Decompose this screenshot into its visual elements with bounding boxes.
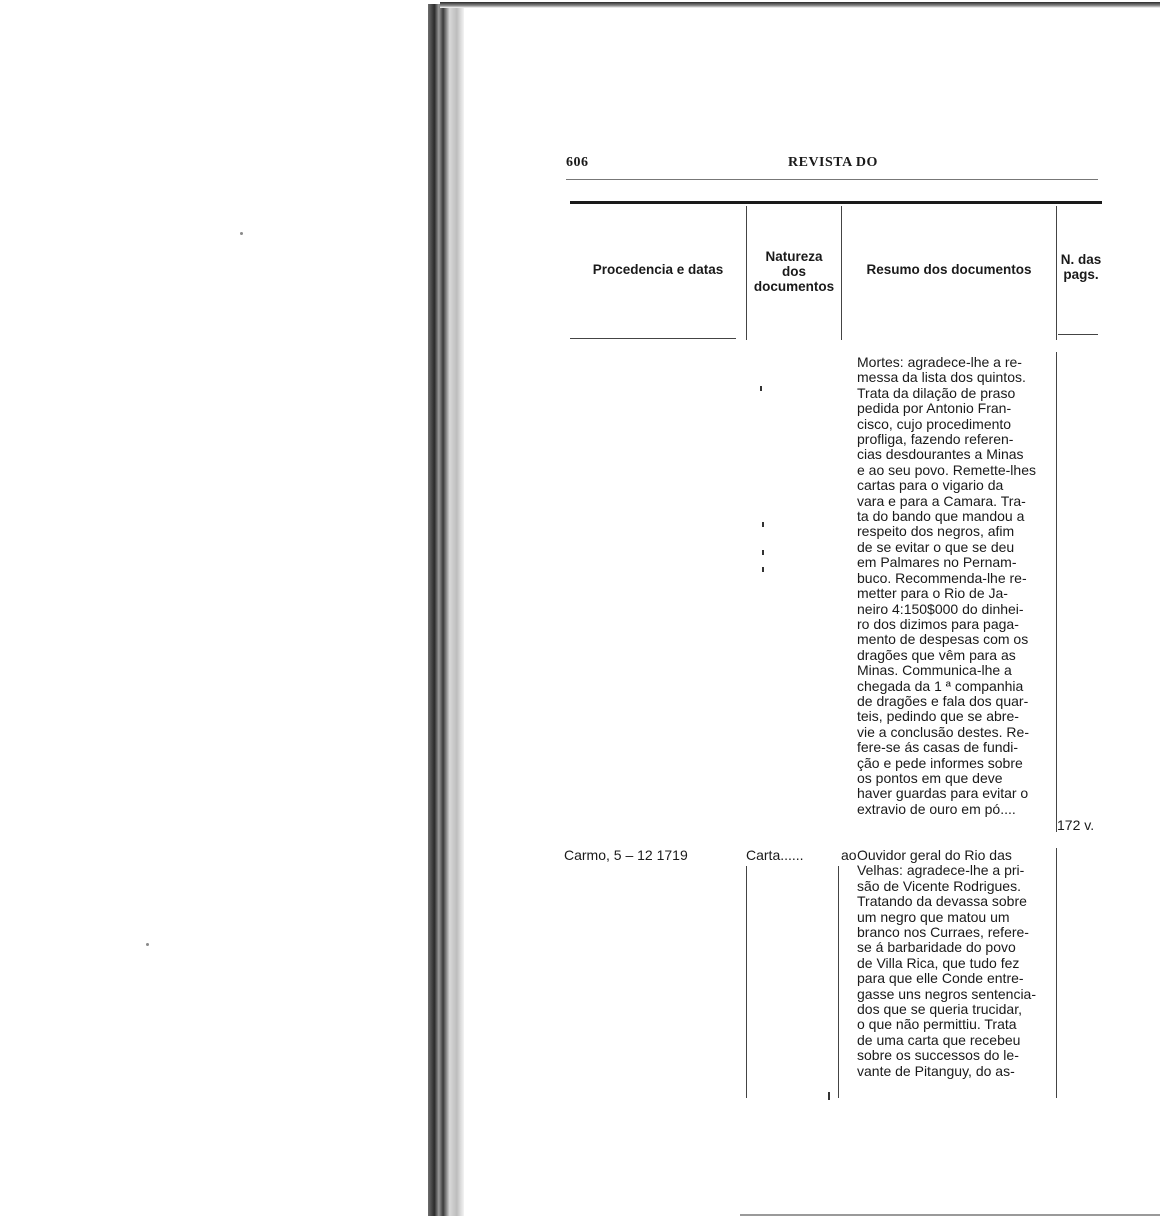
left-margin <box>0 0 428 1218</box>
entry-summary <box>857 848 1055 1079</box>
column-header-pags <box>1057 252 1105 282</box>
summary-line: vante de Pitanguy, do as- <box>857 1062 1015 1079</box>
summary-line: gasse uns negros sentencia- <box>857 985 1036 1002</box>
summary-line: Trata da dilação de praso <box>857 384 1016 401</box>
column-divider <box>838 866 839 1098</box>
column-divider <box>1056 352 1057 832</box>
document-nature: Carta...... <box>746 847 804 863</box>
summary-line: messa da lista dos quintos. <box>857 369 1026 386</box>
ink-mark <box>828 1092 830 1100</box>
summary-line: cisco, cujo procedimento <box>857 415 1012 432</box>
entry-summary <box>857 355 1055 817</box>
summary-line: respeito dos negros, afim <box>857 523 1015 540</box>
summary-line: de uma carta que recebeu <box>857 1031 1021 1048</box>
summary-line: dos que se queria trucidar, <box>857 1001 1022 1018</box>
summary-line: mento de despesas com os <box>857 631 1029 648</box>
summary-line: cias desdourantes a Minas <box>857 446 1024 463</box>
summary-line: Tratando da devassa sobre <box>857 893 1027 910</box>
summary-line: um negro que matou um <box>857 908 1010 925</box>
summary-line: para que elle Conde entre- <box>857 970 1024 987</box>
column-header-procedencia <box>570 262 746 277</box>
summary-line: vie a conclusão destes. Re- <box>857 723 1029 740</box>
header-bottom-rule <box>1058 334 1098 335</box>
column-divider <box>841 206 842 340</box>
summary-line: pedida por Antonio Fran- <box>857 400 1012 417</box>
summary-line: profliga, fazendo referen- <box>857 431 1014 448</box>
summary-line: em Palmares no Pernam- <box>857 554 1017 571</box>
summary-line: neiro 4:150$000 do dinhei- <box>857 600 1024 617</box>
column-divider <box>746 866 747 1098</box>
summary-line: ta do bando que mandou a <box>857 508 1025 525</box>
summary-line: são de Vicente Rodrigues. <box>857 877 1021 894</box>
ink-mark <box>762 550 764 555</box>
summary-line: metter para o Rio de Ja- <box>857 585 1008 602</box>
summary-line: fere-se ás casas de fundi- <box>857 739 1019 756</box>
page-header <box>566 155 1102 175</box>
summary-line: sobre os successos do le- <box>857 1047 1019 1064</box>
ink-mark <box>762 567 764 572</box>
header-line: Natureza <box>765 249 823 264</box>
summary-line: extravio de ouro em pó.... <box>857 800 1016 817</box>
header-line: Procedencia e datas <box>592 262 724 277</box>
page-top-edge <box>440 2 1160 8</box>
header-rule <box>566 179 1098 180</box>
column-divider <box>1056 848 1057 1098</box>
origin-and-date: Carmo, 5 – 12 1719 <box>564 847 688 863</box>
header-line: documentos <box>753 279 835 294</box>
summary-line: chegada da 1 ª companhia <box>857 677 1024 694</box>
page-bottom-edge <box>740 1214 1160 1216</box>
summary-line: ro dos dizimos para paga- <box>857 615 1019 632</box>
column-header-natureza <box>747 249 841 294</box>
header-line: N. das <box>1060 252 1102 267</box>
header-line: Resumo dos documentos <box>866 262 1032 277</box>
summary-line: se á barbaridade do povo <box>857 939 1016 956</box>
summary-line: de dragões e fala dos quar- <box>857 692 1029 709</box>
running-title: REVISTA DO <box>788 155 878 170</box>
book-spine <box>428 4 464 1216</box>
header-line: dos <box>781 264 806 279</box>
summary-line: Ouvidor geral do Rio das <box>857 847 1012 863</box>
page-number: 606 <box>566 155 589 170</box>
header-bottom-rule <box>570 338 736 339</box>
summary-line: de se evitar o que se deu <box>857 538 1015 555</box>
summary-line: e ao seu povo. Remette-lhes <box>857 461 1036 478</box>
summary-line: branco nos Curraes, refere- <box>857 924 1029 941</box>
summary-line: Minas. Communica-lhe a <box>857 662 1012 679</box>
table-top-rule <box>570 201 1102 204</box>
summary-line: buco. Recommenda-lhe re- <box>857 569 1027 586</box>
header-line: pags. <box>1063 267 1099 282</box>
page-reference: 172 v. <box>1057 817 1095 833</box>
summary-line: ção e pede informes sobre <box>857 754 1023 771</box>
speck <box>240 232 243 235</box>
column-header-resumo <box>843 262 1055 277</box>
ink-mark <box>760 386 762 391</box>
summary-line: haver guardas para evitar o <box>857 785 1029 802</box>
summary-line: teis, pedindo que se abre- <box>857 708 1019 725</box>
summary-line: cartas para o vigario da <box>857 477 1004 494</box>
ink-mark <box>762 522 764 527</box>
summary-line: Mortes: agradece-lhe a re- <box>857 354 1022 370</box>
recipient-prefix: ao <box>841 847 857 863</box>
summary-line: o que não permittiu. Trata <box>857 1016 1017 1033</box>
summary-line: de Villa Rica, que tudo fez <box>857 954 1020 971</box>
summary-line: vara e para a Camara. Tra- <box>857 492 1026 509</box>
summary-line: dragões que vêm para as <box>857 646 1016 663</box>
speck <box>146 943 149 946</box>
summary-line: os pontos em que deve <box>857 769 1003 786</box>
summary-line: Velhas: agradece-lhe a pri- <box>857 862 1025 879</box>
